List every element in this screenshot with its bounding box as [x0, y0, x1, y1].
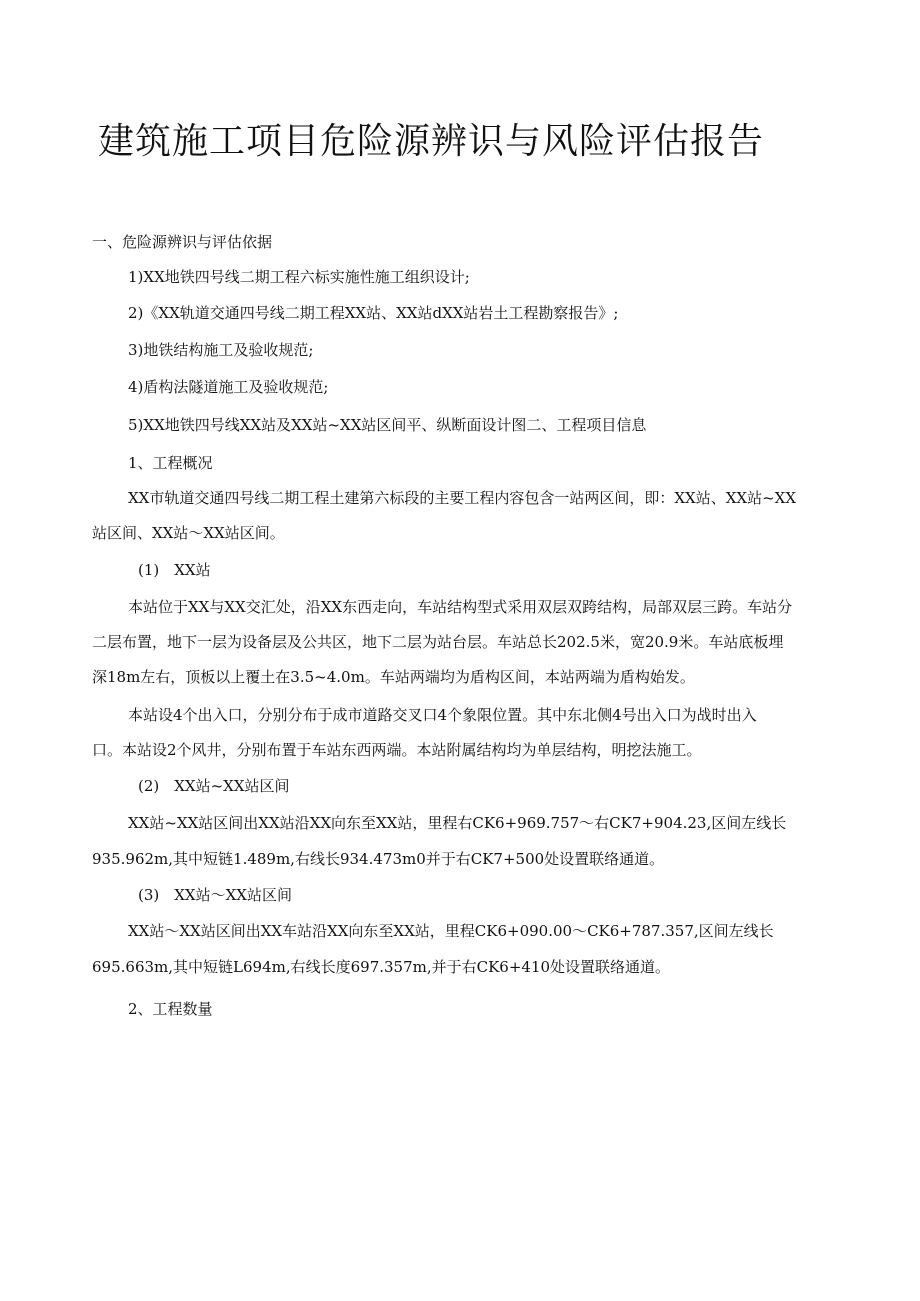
- item-heading-interval-2: (3) XX站～XX站区间: [138, 886, 292, 904]
- basis-item-4: 4)盾构法隧道施工及验收规范;: [128, 378, 329, 396]
- item-heading-interval-1: (2) XX站~XX站区间: [138, 777, 290, 795]
- basis-item-1: 1)XX地铁四号线二期工程六标实施性施工组织设计;: [128, 268, 470, 286]
- basis-item-5: 5)XX地铁四号线XX站及XX站~XX站区间平、纵断面设计图二、工程项目信息: [128, 416, 647, 434]
- paragraph-line: 口。本站设2个风井，分别布置于车站东西两端。本站附属结构均为单层结构，明挖法施工。: [92, 741, 702, 759]
- subsection-quantities: 2、工程数量: [128, 1000, 213, 1018]
- section-heading-basis: 一、危险源辨识与评估依据: [92, 233, 273, 251]
- item-heading-station: (1) XX站: [138, 561, 211, 579]
- document-title: 建筑施工项目危险源辨识与风险评估报告: [97, 121, 764, 162]
- subsection-overview: 1、工程概况: [128, 454, 213, 472]
- basis-item-2: 2)《XX轨道交通四号线二期工程XX站、XX站dXX站岩土工程勘察报告》;: [128, 304, 619, 322]
- paragraph-line: 935.962m,其中短链1.489m,右线长934.473m0并于右CK7+500处设置联络通道。: [92, 850, 665, 868]
- paragraph-line: 695.663m,其中短链L694m,右线长度697.357m,并于右CK6+410处设置联络通道。: [92, 958, 671, 976]
- paragraph-line: XX市轨道交通四号线二期工程土建第六标段的主要工程内容包含一站两区间，即：XX站、XX站~XX: [128, 489, 797, 507]
- basis-item-3: 3)地铁结构施工及验收规范;: [128, 341, 314, 359]
- paragraph-line: 深18m左右，顶板以上覆土在3.5~4.0m。车站两端均为盾构区间，本站两端为盾构始发。: [92, 668, 695, 686]
- paragraph-line: XX站～XX站区间出XX车站沿XX向东至XX站，里程CK6+090.00～CK6+787.357,区间左线长: [128, 922, 774, 940]
- paragraph-line: 本站位于XX与XX交汇处，沿XX东西走向，车站结构型式采用双层双跨结构，局部双层三跨。车站分: [128, 598, 793, 616]
- paragraph-line: XX站~XX站区间出XX站沿XX向东至XX站，里程右CK6+969.757～右CK7+904.23,区间左线长: [128, 814, 787, 832]
- paragraph-line: 二层布置，地下一层为设备层及公共区，地下二层为站台层。车站总长202.5米，宽20.9米。车站底板埋: [92, 633, 784, 651]
- paragraph-line: 站区间、XX站～XX站区间。: [92, 524, 285, 542]
- paragraph-line: 本站设4个出入口，分别分布于成市道路交叉口4个象限位置。其中东北侧4号出入口为战时出入: [128, 706, 757, 724]
